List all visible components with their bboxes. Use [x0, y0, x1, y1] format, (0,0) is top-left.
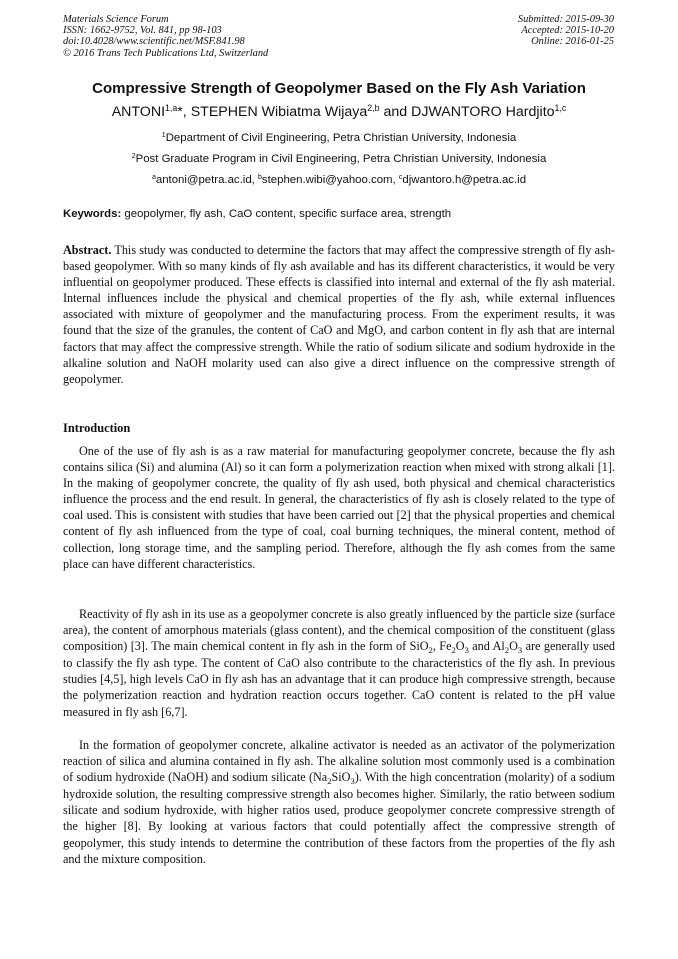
paragraph-text	[63, 606, 615, 720]
introduction-paragraph-3	[63, 737, 615, 867]
issn-volume-pages: ISSN: 1662-9752, Vol. 841, pp 98-103	[63, 25, 222, 37]
subscript: 2	[504, 644, 510, 655]
keywords-label: Keywords:	[63, 208, 122, 220]
accepted-date: Accepted: 2015-10-20	[521, 25, 614, 37]
author-3: DJWANTORO Hardjito	[411, 104, 555, 120]
author-emails	[0, 174, 678, 186]
abstract-paragraph	[63, 242, 615, 387]
introduction-paragraph-2	[63, 606, 615, 720]
doi: doi:10.4028/www.scientific.net/MSF.841.98	[63, 36, 245, 48]
author-1: ANTONI	[111, 104, 166, 120]
introduction-heading: Introduction	[63, 421, 131, 435]
email-a: antoni@petra.ac.id,	[155, 174, 258, 186]
affiliation-2-text: Post Graduate Program in Civil Engineering, Petra Christian University, Indonesia	[135, 153, 547, 165]
affiliation-1-text: Department of Civil Engineering, Petra Christian University, Indonesia	[165, 132, 517, 144]
paper-title: Compressive Strength of Geopolymer Based on the Fly Ash Variation	[92, 80, 586, 97]
author-2-affiliation: 2,b	[367, 103, 380, 114]
paragraph-text	[63, 737, 615, 867]
affiliation-2	[0, 153, 678, 165]
text-run: ). With the high concentration (molarity) of a sodium hydroxide solution, the resulting compressive strength also becomes higher. Similarly, the ratio between sodium silicate and sodium hydroxide, with higher ratios used, produce geopolymer concrete compressive strength of the higher [8]. By looking at various factors that could potentially affect the compressive strength of geopolymer, this study intends to determine the contribution of these factors from the properties of the fly ash and the mixture composition.	[63, 770, 615, 866]
author-list	[0, 104, 678, 120]
journal-name: Materials Science Forum	[63, 14, 169, 25]
abstract	[63, 242, 615, 387]
subscript: 3	[464, 644, 469, 655]
copyright: © 2016 Trans Tech Publications Ltd, Switzerland	[63, 47, 269, 59]
author-2: STEPHEN Wibiatma Wijaya	[190, 104, 368, 120]
submitted-date: Submitted: 2015-09-30	[517, 14, 614, 25]
text-run: O	[509, 639, 518, 654]
text-run: are generally used to classify the fly ash type. The content of CaO also contribute to the characteristics of the fly ash. In previous studies [4,5], high levels CaO in fly ash has an advantage that it can produce high compressive strength, because the polymerization reaction and hydration reaction occurs together. CaO content is related to the pH value measured in fly ash [6,7].	[63, 639, 615, 719]
subscript: 3	[517, 644, 523, 655]
affiliation-1-number: 1	[161, 132, 166, 140]
abstract-text: This study was conducted to determine the factors that may affect the compressive strength of fly ash-based geopolymer. With so many kinds of fly ash available and has its different characteristics, it would be very influential on geopolymer produced. These effects is classified into internal and external of the fly ash material. Internal influences include the physical and chemical properties of the fly ash, while external influences associated with mixture of geopolymer and the manufacturing process. From the experiment results, it was found that the size of the granules, the content of CaO and MgO, and carbon content in fly ash that are internal factors that may affect the compressive strength. While the ratio of sodium silicate and sodium hydroxide in the alkaline solution and NaOH molarity used can also give a direct influence on the compressive strength of geopolymer.	[63, 243, 615, 386]
subscript: 2	[327, 775, 332, 786]
corresponding-mark: *	[177, 104, 183, 120]
author-separator: and	[379, 104, 412, 120]
introduction-paragraph-1	[63, 443, 615, 572]
affiliation-2-number: 2	[131, 153, 136, 161]
online-date: Online: 2016-01-25	[531, 36, 614, 48]
journal-header-left	[63, 14, 268, 59]
email-b-mark: b	[258, 174, 262, 182]
text-run: , Fe	[432, 639, 452, 654]
subscript: 2	[451, 644, 456, 655]
author-separator: ,	[182, 104, 191, 120]
email-b: stephen.wibi@yahoo.com,	[261, 174, 399, 186]
text-run: Reactivity of fly ash in its use as a geopolymer concrete is also greatly influenced by the particle size (surface area), the content of amorphous materials (glass content), and the chemical composition of the constituent (glass composition) [3]. The main chemical content in fly ash in the form of SiO	[63, 607, 615, 654]
email-c: djwantoro.h@petra.ac.id	[402, 174, 527, 186]
keywords-text: geopolymer, fly ash, CaO content, specific surface area, strength	[121, 208, 452, 220]
journal-header-right	[518, 14, 614, 48]
email-a-mark: a	[151, 174, 156, 182]
author-3-affiliation: 1,c	[554, 103, 567, 114]
text-run: SiO	[331, 770, 351, 785]
paragraph-text: One of the use of fly ash is as a raw material for manufacturing geopolymer concrete, because the fly ash contains silica (Si) and alumina (Al) so it can form a polymerization reaction when mixed with strong alkali [1]. In the making of geopolymer concrete, the quality of fly ash used, both physical and chemical characteristics influence the process and the end result. In general, the characteristics of fly ash is closely related to the type of coal used. This is consistent with studies that have been carried out [2] that the physical properties and chemical content of fly ash influenced from the type of coal, coal burning techniques, the mineral content, method of collection, long storage time, and the sampling period. Therefore, although the fly ash comes from the same place can have different characteristics.	[63, 444, 615, 571]
author-1-affiliation: 1,a	[165, 103, 178, 114]
abstract-label: Abstract.	[63, 243, 112, 257]
keywords-line	[63, 208, 615, 220]
subscript: 2	[428, 644, 433, 655]
email-c-mark: c	[398, 174, 403, 182]
text-run: In the formation of geopolymer concrete, alkaline activator is needed as an activator of the polymerization reaction of silica and alumina contained in fly ash. The alkaline solution most commonly used is a combination of sodium hydroxide (NaOH) and sodium silicate (Na	[63, 738, 615, 785]
text-run: O	[455, 639, 465, 654]
affiliation-1	[0, 132, 678, 144]
subscript: 3	[350, 775, 355, 786]
text-run: and Al	[468, 639, 505, 654]
